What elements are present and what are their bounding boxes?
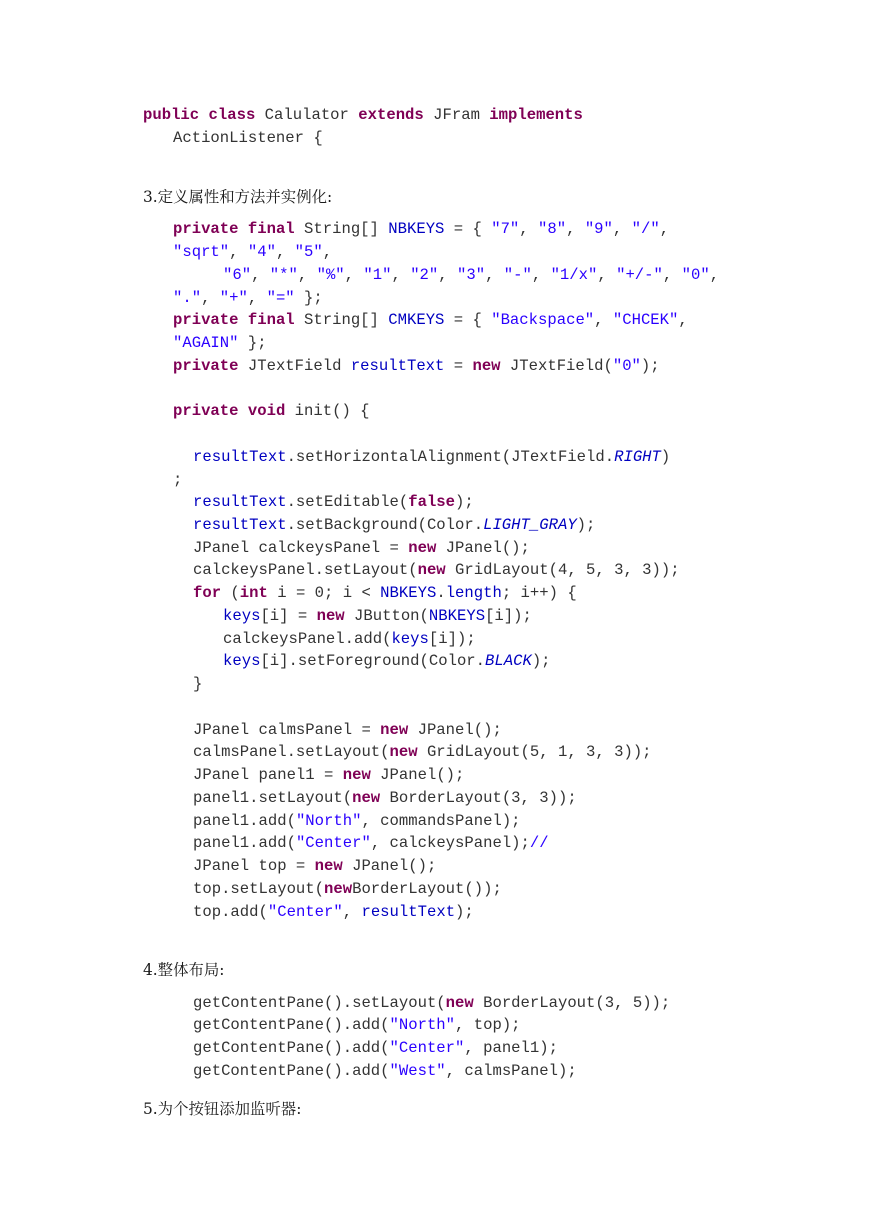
keyword-new: new — [408, 539, 437, 557]
class-declaration-continuation: ActionListener { — [173, 129, 323, 147]
keyword-new: new — [472, 357, 501, 375]
field-name: keys — [223, 652, 261, 670]
statement-end: ); — [576, 516, 596, 534]
code-text: GridLayout(5, 1, 3, 3)); — [426, 743, 652, 761]
set-alignment-semicolon: ; — [173, 471, 183, 489]
separator: , — [594, 311, 613, 329]
keyword-implements: implements — [489, 106, 583, 124]
separator: , — [344, 266, 364, 284]
keyword-final: final — [247, 311, 295, 329]
constant-name: LIGHT_GRAY — [483, 516, 577, 534]
code-text: BorderLayout(3, 5)); — [483, 994, 671, 1012]
code-text: calmsPanel.setLayout( — [193, 743, 390, 761]
code-text: JPanel(); — [380, 766, 465, 784]
field-name: resultText — [193, 493, 287, 511]
string-literal: "CHCEK" — [612, 311, 679, 329]
keyword-private: private — [173, 357, 239, 375]
field-name: resultText — [350, 357, 445, 375]
separator: , — [709, 266, 720, 284]
constructor-call: JTextField( — [509, 357, 613, 375]
cmkeys-line-2 — [173, 333, 267, 353]
keyword-new: new — [352, 789, 381, 807]
code-text: ); — [455, 903, 474, 921]
code-text: GridLayout(4, 5, 3, 3)); — [455, 561, 680, 579]
calms-panel-layout — [193, 742, 652, 762]
keyword-extends: extends — [358, 106, 424, 124]
keyword-private: private — [173, 220, 239, 238]
string-literal: "9" — [584, 220, 613, 238]
keyword-final: final — [247, 220, 295, 238]
type-name: String[] — [304, 220, 379, 238]
string-literal: "North" — [295, 812, 362, 830]
closing-brace: }; — [294, 289, 323, 307]
keyword-class: class — [208, 106, 256, 124]
comment: // — [529, 834, 549, 852]
code-text: ); — [531, 652, 551, 670]
code-text: calckeysPanel.setLayout( — [193, 561, 418, 579]
code-text: , top); — [455, 1016, 521, 1034]
operator: = { — [444, 311, 492, 329]
code-text: ; i++) { — [501, 584, 577, 602]
code-text: JPanel top = — [193, 857, 315, 875]
panel1-add-north — [193, 811, 521, 831]
keyword-int: int — [239, 584, 268, 602]
code-text: [i]); — [428, 630, 476, 648]
separator: , — [678, 311, 688, 329]
calms-panel-declaration — [193, 720, 502, 740]
field-name: CMKEYS — [388, 311, 445, 329]
string-literal: "Center" — [389, 1039, 465, 1057]
code-text: JPanel calmsPanel = — [193, 721, 381, 739]
field-name: resultText — [361, 903, 456, 921]
string-literal: "1" — [363, 266, 392, 284]
field-name: NBKEYS — [428, 607, 486, 625]
panel1-layout — [193, 788, 577, 808]
string-literal: "3" — [456, 266, 486, 284]
separator: , — [247, 289, 267, 307]
string-literal: "1/x" — [550, 266, 598, 284]
string-literal: "*" — [269, 266, 298, 284]
code-text: , calmsPanel); — [445, 1062, 577, 1080]
separator: , — [251, 266, 270, 284]
code-text: [i]); — [485, 607, 532, 625]
calckeys-panel-declaration — [193, 538, 530, 558]
string-literal: "+/-" — [616, 266, 663, 284]
string-literal: "Center" — [267, 903, 343, 921]
code-text: [i] = — [260, 607, 317, 625]
keyword-new: new — [380, 721, 409, 739]
method-call: .setEditable( — [286, 493, 409, 511]
type-name: String[] — [304, 311, 379, 329]
field-name: NBKEYS — [388, 220, 445, 238]
code-text: ( — [221, 584, 240, 602]
code-text: getContentPane().setLayout( — [193, 994, 446, 1012]
keyword-for: for — [193, 584, 222, 602]
keyword-public: public — [143, 106, 200, 124]
string-literal: "North" — [389, 1016, 456, 1034]
separator: , — [275, 243, 295, 261]
string-literal: "=" — [266, 289, 295, 307]
string-literal: "%" — [316, 266, 345, 284]
code-text: , commandsPanel); — [361, 812, 521, 830]
separator: , — [662, 266, 682, 284]
string-literal: "0" — [612, 357, 641, 375]
string-literal: "AGAIN" — [173, 334, 239, 352]
separator: , — [519, 220, 539, 238]
field-name: keys — [223, 607, 261, 625]
keyword-void: void — [247, 402, 286, 420]
string-literal: "Backspace" — [491, 311, 595, 329]
top-panel-add — [193, 902, 474, 922]
separator: , — [391, 266, 411, 284]
for-loop-close-brace: } — [193, 675, 203, 693]
separator: , — [566, 220, 585, 238]
string-literal: "4" — [247, 243, 276, 261]
content-pane-add-north — [193, 1015, 521, 1035]
field-name: length — [445, 584, 502, 602]
code-text: panel1.add( — [193, 834, 296, 852]
panel1-declaration — [193, 765, 464, 785]
type-name: JTextField — [247, 357, 342, 375]
nbkeys-line-2 — [173, 242, 332, 262]
separator: , — [342, 903, 362, 921]
field-name: resultText — [193, 448, 287, 466]
code-text: getContentPane().add( — [193, 1016, 390, 1034]
string-literal: "/" — [631, 220, 660, 238]
code-text: top.setLayout( — [193, 880, 325, 898]
keyword-new: new — [445, 994, 474, 1012]
code-text: JButton( — [354, 607, 429, 625]
closing-brace: }; — [238, 334, 267, 352]
set-alignment-line — [193, 447, 670, 467]
statement-end: ); — [640, 357, 660, 375]
method-signature: init() { — [294, 402, 370, 420]
string-literal: "8" — [538, 220, 567, 238]
keyword-private: private — [173, 311, 239, 329]
code-text: i = 0; i < — [267, 584, 381, 602]
code-text: , panel1); — [464, 1039, 558, 1057]
field-name: keys — [391, 630, 429, 648]
keyword-new: new — [417, 561, 446, 579]
panel1-add-center — [193, 833, 549, 853]
separator: , — [485, 266, 504, 284]
class-name: Calulator — [264, 106, 349, 124]
result-text-declaration — [173, 356, 660, 376]
separator: , — [531, 266, 551, 284]
code-text: JPanel(); — [445, 539, 530, 557]
string-literal: "." — [173, 289, 202, 307]
code-text: . — [436, 584, 446, 602]
field-name: resultText — [193, 516, 287, 534]
keys-new-button-line — [223, 606, 532, 626]
keys-foreground-line — [223, 651, 551, 671]
code-text: getContentPane().add( — [193, 1039, 390, 1057]
content-pane-add-west — [193, 1061, 577, 1081]
superclass-name: JFram — [433, 106, 480, 124]
code-text: BorderLayout()); — [352, 880, 502, 898]
separator: , — [659, 220, 670, 238]
nbkeys-line-1 — [173, 219, 669, 239]
section-5-heading: 5.为个按钮添加监听器: — [143, 1100, 302, 1118]
string-literal: "sqrt" — [173, 243, 230, 261]
string-literal: "5" — [294, 243, 323, 261]
content-pane-add-center — [193, 1038, 558, 1058]
code-text: panel1.setLayout( — [193, 789, 353, 807]
code-text: panel1.add( — [193, 812, 296, 830]
nbkeys-line-3 — [223, 265, 719, 285]
keyword-false: false — [408, 493, 456, 511]
constant-name: RIGHT — [614, 448, 661, 466]
string-literal: "-" — [503, 266, 532, 284]
code-text: JPanel calckeysPanel = — [193, 539, 409, 557]
keyword-private: private — [173, 402, 239, 420]
content-pane-layout — [193, 993, 670, 1013]
string-literal: "Center" — [295, 834, 371, 852]
code-text: , calckeysPanel); — [370, 834, 530, 852]
keyword-new: new — [316, 607, 345, 625]
code-text: JPanel(); — [417, 721, 502, 739]
code-text: calckeysPanel.add( — [223, 630, 392, 648]
cmkeys-line-1 — [173, 310, 688, 330]
init-method-declaration — [173, 401, 370, 421]
operator: = — [444, 357, 473, 375]
class-declaration-line — [143, 105, 583, 125]
string-literal: "West" — [389, 1062, 446, 1080]
separator: , — [438, 266, 457, 284]
string-literal: "0" — [681, 266, 710, 284]
method-call: .setBackground(Color. — [286, 516, 484, 534]
field-name: NBKEYS — [380, 584, 437, 602]
code-text: getContentPane().add( — [193, 1062, 390, 1080]
separator: , — [322, 243, 333, 261]
set-background-line — [193, 515, 595, 535]
separator: , — [201, 289, 220, 307]
code-text: top.add( — [193, 903, 268, 921]
operator: = { — [444, 220, 492, 238]
set-editable-line — [193, 492, 474, 512]
code-text: BorderLayout(3, 3)); — [389, 789, 577, 807]
keyword-new: new — [324, 880, 353, 898]
calckeys-panel-layout — [193, 560, 680, 580]
string-literal: "+" — [219, 289, 248, 307]
method-call: .setHorizontalAlignment(JTextField. — [286, 448, 615, 466]
nbkeys-line-4 — [173, 288, 323, 308]
keys-add-line — [223, 629, 476, 649]
separator: , — [297, 266, 317, 284]
string-literal: "6" — [223, 266, 252, 284]
for-loop-header — [193, 583, 577, 603]
keyword-new: new — [314, 857, 343, 875]
section-3-heading: 3.定义属性和方法并实例化: — [143, 188, 333, 206]
separator: , — [597, 266, 617, 284]
code-text: JPanel(); — [352, 857, 437, 875]
statement-end: ); — [455, 493, 474, 511]
keyword-new: new — [389, 743, 418, 761]
top-panel-layout — [193, 879, 502, 899]
separator: , — [612, 220, 632, 238]
code-text: [i].setForeground(Color. — [260, 652, 486, 670]
string-literal: "2" — [410, 266, 439, 284]
keyword-new: new — [342, 766, 371, 784]
paren-close: ) — [660, 448, 671, 466]
code-text: JPanel panel1 = — [193, 766, 343, 784]
section-4-heading: 4.整体布局: — [143, 961, 225, 979]
string-literal: "7" — [491, 220, 520, 238]
constant-name: BLACK — [485, 652, 532, 670]
separator: , — [229, 243, 248, 261]
top-panel-declaration — [193, 856, 436, 876]
